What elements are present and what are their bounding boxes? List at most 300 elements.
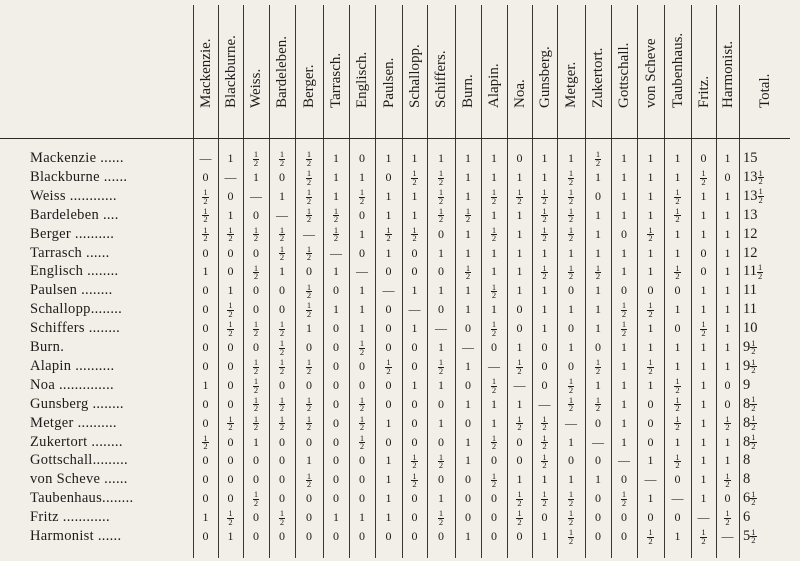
- result-cell: 1: [621, 151, 627, 165]
- column-header-label: Weiss.: [248, 68, 264, 108]
- result-cell: 0: [411, 529, 418, 543]
- column-header-label: Taubenhaus.: [669, 32, 686, 108]
- half-fraction: $\frac{1}{2}$: [648, 224, 653, 244]
- result-cell: 0: [385, 169, 392, 184]
- half-fraction: $\frac{1}{2}$: [648, 357, 653, 376]
- result-cell: 1: [595, 207, 601, 222]
- result-cell: 0: [333, 415, 339, 430]
- result-cell: —: [565, 415, 577, 430]
- result-cell: 0: [465, 491, 471, 506]
- result-cell: [637, 301, 664, 318]
- result-cell: [427, 207, 455, 224]
- result-cell: 1: [700, 188, 707, 203]
- result-cell: 1: [724, 321, 731, 336]
- result-cell: 1: [491, 245, 497, 260]
- row-total: 8: [743, 471, 751, 488]
- half-fraction: $\frac{1}{2}$: [253, 357, 259, 376]
- result-cell: 1: [359, 169, 365, 184]
- half-fraction: $\frac{1}{2}$: [675, 413, 680, 433]
- row-total: 15: [743, 150, 758, 166]
- result-cell: [269, 320, 295, 337]
- result-cell: [427, 452, 455, 469]
- result-cell: 0: [516, 302, 523, 317]
- result-cell: 1: [647, 264, 654, 279]
- result-cell: 0: [541, 340, 548, 354]
- half-fraction: $\frac{1}{2}$: [595, 262, 601, 282]
- row-player-name: Metger ..........: [30, 414, 117, 431]
- half-fraction: $\frac{1}{2}$: [542, 489, 547, 508]
- result-cell: [481, 434, 507, 451]
- half-fraction: $\frac{1}{2}$: [595, 149, 601, 168]
- result-cell: [532, 415, 557, 432]
- result-cell: 0: [411, 264, 418, 279]
- half-fraction: $\frac{1}{2}$: [491, 319, 497, 338]
- result-cell: 0: [227, 245, 234, 260]
- result-cell: 1: [202, 510, 209, 525]
- result-cell: [193, 188, 218, 205]
- column-header-player: [585, 8, 611, 123]
- result-cell: 1: [411, 377, 418, 392]
- result-cell: 1: [595, 245, 601, 260]
- result-cell: 0: [465, 321, 471, 336]
- result-cell: 0: [202, 358, 209, 373]
- result-cell: 1: [700, 434, 707, 449]
- result-cell: 0: [411, 245, 418, 260]
- result-cell: 1: [700, 207, 707, 222]
- result-cell: 0: [411, 510, 418, 525]
- half-fraction: $\frac{1}{2}$: [568, 187, 574, 206]
- result-cell: 1: [465, 453, 471, 468]
- result-cell: [611, 301, 637, 318]
- result-cell: —: [199, 151, 212, 165]
- result-cell: 1: [621, 188, 627, 203]
- row-total: 9 $\frac{1}{2}$: [743, 356, 756, 376]
- result-cell: [557, 377, 585, 394]
- half-fraction: $\frac{1}{2}$: [758, 167, 763, 187]
- result-cell: [218, 226, 243, 243]
- result-cell: 1: [385, 188, 392, 203]
- result-cell: 1: [385, 415, 392, 430]
- result-cell: [637, 528, 664, 545]
- result-cell: —: [618, 453, 630, 468]
- result-cell: 1: [465, 188, 471, 203]
- result-cell: [664, 452, 691, 469]
- result-cell: [295, 245, 323, 262]
- result-cell: 1: [541, 151, 548, 165]
- row-total: 8: [743, 452, 751, 469]
- result-cell: 0: [385, 434, 392, 449]
- column-header-player: [218, 8, 243, 123]
- half-fraction: $\frac{1}{2}$: [359, 432, 365, 452]
- half-fraction: $\frac{1}{2}$: [517, 413, 522, 433]
- result-cell: 1: [333, 302, 339, 317]
- result-cell: 1: [541, 245, 548, 260]
- result-cell: 0: [465, 510, 471, 525]
- half-fraction: $\frac{1}{2}$: [279, 413, 285, 433]
- result-cell: 1: [385, 245, 392, 260]
- result-cell: 1: [541, 472, 548, 487]
- result-cell: 0: [253, 302, 259, 317]
- result-cell: [557, 528, 585, 545]
- result-cell: 1: [621, 377, 627, 392]
- result-cell: 1: [647, 245, 654, 260]
- result-cell: 0: [202, 396, 209, 411]
- column-header-player: [375, 8, 402, 123]
- result-cell: 0: [202, 453, 209, 468]
- result-cell: [295, 471, 323, 488]
- result-cell: 1: [333, 188, 339, 203]
- result-cell: 0: [621, 472, 627, 487]
- result-cell: [557, 169, 585, 186]
- half-fraction: $\frac{1}{2}$: [675, 262, 680, 282]
- column-header-player: [243, 8, 269, 123]
- result-cell: —: [462, 340, 474, 354]
- result-cell: 1: [227, 283, 234, 298]
- half-fraction: $\frac{1}{2}$: [751, 394, 756, 413]
- result-cell: [557, 226, 585, 243]
- half-fraction: $\frac{1}{2}$: [491, 224, 497, 244]
- row-total: 10: [743, 320, 758, 337]
- half-fraction: $\frac{1}{2}$: [491, 281, 497, 301]
- result-cell: [349, 415, 375, 432]
- result-cell: 1: [700, 302, 707, 317]
- result-cell: [269, 396, 295, 413]
- result-cell: 0: [359, 358, 365, 373]
- half-fraction: $\frac{1}{2}$: [491, 470, 497, 490]
- result-cell: [557, 509, 585, 526]
- result-cell: 1: [411, 151, 418, 165]
- result-cell: 1: [621, 358, 627, 373]
- result-cell: 0: [647, 283, 654, 298]
- result-cell: 1: [621, 396, 627, 411]
- half-fraction: $\frac{1}{2}$: [306, 470, 312, 490]
- result-cell: 0: [568, 358, 574, 373]
- result-cell: 0: [279, 283, 285, 298]
- result-cell: 0: [541, 358, 548, 373]
- result-cell: 0: [253, 245, 259, 260]
- column-header-player: [532, 8, 557, 123]
- result-cell: 0: [621, 283, 627, 298]
- result-cell: [507, 415, 532, 432]
- result-cell: [532, 434, 557, 451]
- half-fraction: $\frac{1}{2}$: [465, 262, 471, 282]
- result-cell: 1: [465, 529, 471, 543]
- result-cell: 1: [465, 245, 471, 260]
- result-cell: [585, 358, 611, 375]
- row-player-name: Taubenhaus........: [30, 490, 134, 507]
- result-cell: 1: [411, 188, 418, 203]
- column-header-label: Harmonist.: [719, 40, 736, 108]
- half-fraction: $\frac{1}{2}$: [675, 205, 680, 225]
- result-cell: 1: [674, 151, 681, 165]
- half-fraction: $\frac{1}{2}$: [568, 394, 574, 414]
- result-cell: 1: [438, 415, 444, 430]
- result-cell: 0: [674, 510, 681, 525]
- result-cell: 0: [516, 529, 523, 543]
- result-cell: [269, 415, 295, 432]
- result-cell: 0: [647, 434, 654, 449]
- result-cell: 1: [595, 283, 601, 298]
- result-cell: 1: [621, 264, 627, 279]
- result-cell: 1: [385, 151, 392, 165]
- half-fraction: $\frac{1}{2}$: [412, 168, 417, 187]
- result-cell: 0: [253, 453, 259, 468]
- result-cell: [716, 509, 739, 526]
- column-header-label: Total.: [756, 73, 773, 108]
- result-cell: 0: [411, 491, 418, 506]
- header-rule: [0, 138, 790, 139]
- row-player-name: Schiffers ........: [30, 320, 121, 337]
- result-cell: [691, 169, 716, 186]
- column-header-player: [716, 8, 739, 123]
- half-fraction: $\frac{1}{2}$: [306, 281, 312, 301]
- result-cell: [455, 207, 481, 224]
- result-cell: 0: [647, 510, 654, 525]
- row-player-name: Englisch ........: [30, 263, 119, 280]
- result-cell: 1: [516, 283, 523, 298]
- result-cell: 0: [279, 491, 285, 506]
- result-cell: [218, 301, 243, 318]
- half-fraction: $\frac{1}{2}$: [386, 357, 391, 376]
- half-fraction: $\frac{1}{2}$: [725, 413, 730, 433]
- result-cell: 0: [595, 340, 601, 354]
- result-cell: 0: [202, 529, 209, 543]
- half-fraction: $\frac{1}{2}$: [517, 187, 522, 206]
- half-fraction: $\frac{1}{2}$: [203, 224, 208, 244]
- result-cell: [691, 528, 716, 545]
- result-cell: 0: [465, 472, 471, 487]
- result-cell: 1: [465, 434, 471, 449]
- column-header-player: [193, 8, 218, 123]
- result-cell: [481, 471, 507, 488]
- result-cell: 0: [227, 472, 234, 487]
- row-player-name: Burn.: [30, 339, 65, 355]
- result-cell: 0: [568, 321, 574, 336]
- result-cell: 1: [700, 415, 707, 430]
- result-cell: 0: [385, 321, 392, 336]
- half-fraction: $\frac{1}{2}$: [701, 527, 706, 546]
- result-cell: —: [276, 207, 288, 222]
- half-fraction: $\frac{1}{2}$: [701, 168, 706, 187]
- result-cell: 0: [438, 264, 444, 279]
- result-cell: —: [671, 491, 684, 506]
- column-header-player: [402, 8, 427, 123]
- result-cell: 0: [333, 321, 339, 336]
- half-fraction: $\frac{1}{2}$: [757, 262, 763, 281]
- result-cell: 1: [438, 377, 444, 392]
- result-cell: 1: [465, 302, 471, 317]
- result-cell: 1: [621, 415, 627, 430]
- half-fraction: $\frac{1}{2}$: [306, 187, 312, 206]
- result-cell: [295, 415, 323, 432]
- half-fraction: $\frac{1}{2}$: [412, 470, 417, 490]
- result-cell: 0: [491, 453, 497, 468]
- row-player-name: Schallopp........: [30, 301, 123, 318]
- result-cell: 0: [385, 396, 392, 411]
- half-fraction: $\frac{1}{2}$: [438, 187, 444, 206]
- result-cell: 1: [595, 321, 601, 336]
- row-total: 11: [743, 301, 757, 318]
- result-cell: 1: [724, 302, 731, 317]
- half-fraction: $\frac{1}{2}$: [701, 319, 706, 338]
- result-cell: —: [592, 434, 604, 449]
- result-cell: 0: [724, 169, 731, 184]
- result-cell: 1: [674, 434, 681, 449]
- result-cell: 1: [595, 302, 601, 317]
- result-cell: 0: [411, 358, 418, 373]
- half-fraction: $\frac{1}{2}$: [621, 300, 627, 319]
- result-cell: 1: [647, 491, 654, 506]
- half-fraction: $\frac{1}{2}$: [751, 413, 756, 432]
- result-cell: 1: [700, 377, 707, 392]
- result-cell: [402, 226, 427, 243]
- result-cell: 1: [700, 226, 707, 241]
- result-cell: 0: [465, 415, 471, 430]
- half-fraction: $\frac{1}{2}$: [306, 413, 312, 433]
- result-cell: 0: [227, 377, 234, 392]
- result-cell: 0: [359, 151, 365, 165]
- result-cell: [349, 339, 375, 356]
- result-cell: 0: [568, 453, 574, 468]
- row-total: 8 $\frac{1}{2}$: [743, 432, 756, 451]
- half-fraction: $\frac{1}{2}$: [306, 300, 312, 319]
- row-player-name: Weiss ............: [30, 187, 117, 204]
- result-cell: 0: [700, 264, 707, 279]
- column-header-label: Tarrasch.: [328, 52, 344, 108]
- result-cell: 0: [385, 264, 392, 279]
- result-cell: 0: [724, 396, 731, 411]
- result-cell: [243, 415, 269, 432]
- result-cell: 1: [724, 453, 731, 468]
- result-cell: 1: [621, 340, 627, 354]
- half-fraction: $\frac{1}{2}$: [279, 508, 285, 527]
- result-cell: [585, 150, 611, 167]
- result-cell: 1: [595, 169, 601, 184]
- half-fraction: $\frac{1}{2}$: [751, 356, 756, 376]
- result-cell: 1: [568, 472, 574, 487]
- column-header-label: Gunsberg.: [536, 46, 553, 108]
- result-cell: —: [538, 396, 551, 411]
- row-player-name: Berger ..........: [30, 225, 115, 242]
- result-cell: 0: [202, 169, 209, 184]
- row-total: 13: [743, 206, 758, 223]
- result-cell: 1: [724, 226, 731, 241]
- row-player-name: Mackenzie ......: [30, 150, 124, 166]
- row-player-name: Alapin ..........: [30, 357, 115, 374]
- result-cell: 0: [253, 340, 259, 354]
- half-fraction: $\frac{1}{2}$: [438, 357, 444, 376]
- result-cell: —: [488, 358, 500, 373]
- result-cell: [193, 434, 218, 451]
- column-header-label: Mackenzie.: [197, 38, 214, 108]
- column-header-label: Paulsen.: [380, 57, 397, 108]
- column-header-player: [664, 8, 691, 123]
- result-cell: 1: [541, 529, 548, 543]
- result-cell: [664, 263, 691, 280]
- half-fraction: $\frac{1}{2}$: [359, 413, 365, 433]
- result-cell: 1: [541, 169, 548, 184]
- result-cell: [193, 226, 218, 243]
- result-cell: [295, 282, 323, 299]
- half-fraction: $\frac{1}{2}$: [725, 470, 730, 490]
- result-cell: 0: [279, 169, 285, 184]
- half-fraction: $\frac{1}{2}$: [253, 489, 259, 508]
- column-header-player: [557, 8, 585, 123]
- result-cell: 0: [516, 453, 523, 468]
- column-header-player: [637, 8, 664, 123]
- result-cell: 1: [333, 169, 339, 184]
- result-cell: 1: [674, 358, 681, 373]
- result-cell: 0: [411, 396, 418, 411]
- result-cell: 1: [674, 169, 681, 184]
- row-total: 8 $\frac{1}{2}$: [743, 394, 756, 413]
- result-cell: 0: [227, 340, 234, 354]
- half-fraction: $\frac{1}{2}$: [253, 376, 259, 395]
- result-cell: 1: [333, 510, 339, 525]
- half-fraction: $\frac{1}{2}$: [568, 376, 574, 395]
- row-player-name: Blackburne ......: [30, 168, 128, 185]
- result-cell: 1: [465, 226, 471, 241]
- half-fraction: $\frac{1}{2}$: [253, 394, 259, 414]
- result-cell: 1: [491, 415, 497, 430]
- total-column-header: [739, 8, 790, 123]
- result-cell: 1: [253, 434, 259, 449]
- result-cell: —: [224, 169, 237, 184]
- result-cell: [507, 188, 532, 205]
- row-total: 13 $\frac{1}{2}$: [743, 186, 763, 205]
- result-cell: 1: [359, 321, 365, 336]
- result-cell: 1: [465, 169, 471, 184]
- result-cell: [427, 169, 455, 186]
- column-header-label: Englisch.: [354, 51, 370, 108]
- result-cell: [716, 415, 739, 432]
- result-cell: 0: [306, 340, 312, 354]
- result-cell: 0: [359, 245, 365, 260]
- column-header-player: [295, 8, 323, 123]
- column-header-player: [323, 8, 349, 123]
- half-fraction: $\frac{1}{2}$: [359, 187, 365, 206]
- result-cell: 1: [491, 264, 497, 279]
- result-cell: 0: [674, 472, 681, 487]
- result-cell: [269, 509, 295, 526]
- result-cell: 0: [595, 188, 601, 203]
- result-cell: [243, 320, 269, 337]
- half-fraction: $\frac{1}{2}$: [517, 357, 522, 376]
- result-cell: 1: [724, 434, 731, 449]
- half-fraction: $\frac{1}{2}$: [306, 243, 312, 263]
- column-header-label: Burn.: [460, 74, 476, 108]
- result-cell: [269, 226, 295, 243]
- half-fraction: $\frac{1}{2}$: [751, 337, 756, 357]
- row-total: 12: [743, 225, 758, 242]
- half-fraction: $\frac{1}{2}$: [758, 186, 763, 205]
- half-fraction: $\frac{1}{2}$: [333, 224, 339, 244]
- result-cell: [269, 358, 295, 375]
- result-cell: 0: [279, 472, 285, 487]
- row-player-name: Tarrasch ......: [30, 244, 110, 261]
- result-cell: 1: [491, 396, 497, 411]
- result-cell: [455, 263, 481, 280]
- result-cell: 0: [333, 472, 339, 487]
- result-cell: 1: [491, 207, 497, 222]
- result-cell: 1: [700, 472, 707, 487]
- result-cell: [481, 320, 507, 337]
- result-cell: 0: [253, 207, 259, 222]
- result-cell: 0: [385, 529, 392, 543]
- result-cell: 1: [411, 321, 418, 336]
- half-fraction: $\frac{1}{2}$: [253, 413, 259, 433]
- half-fraction: $\frac{1}{2}$: [568, 508, 574, 527]
